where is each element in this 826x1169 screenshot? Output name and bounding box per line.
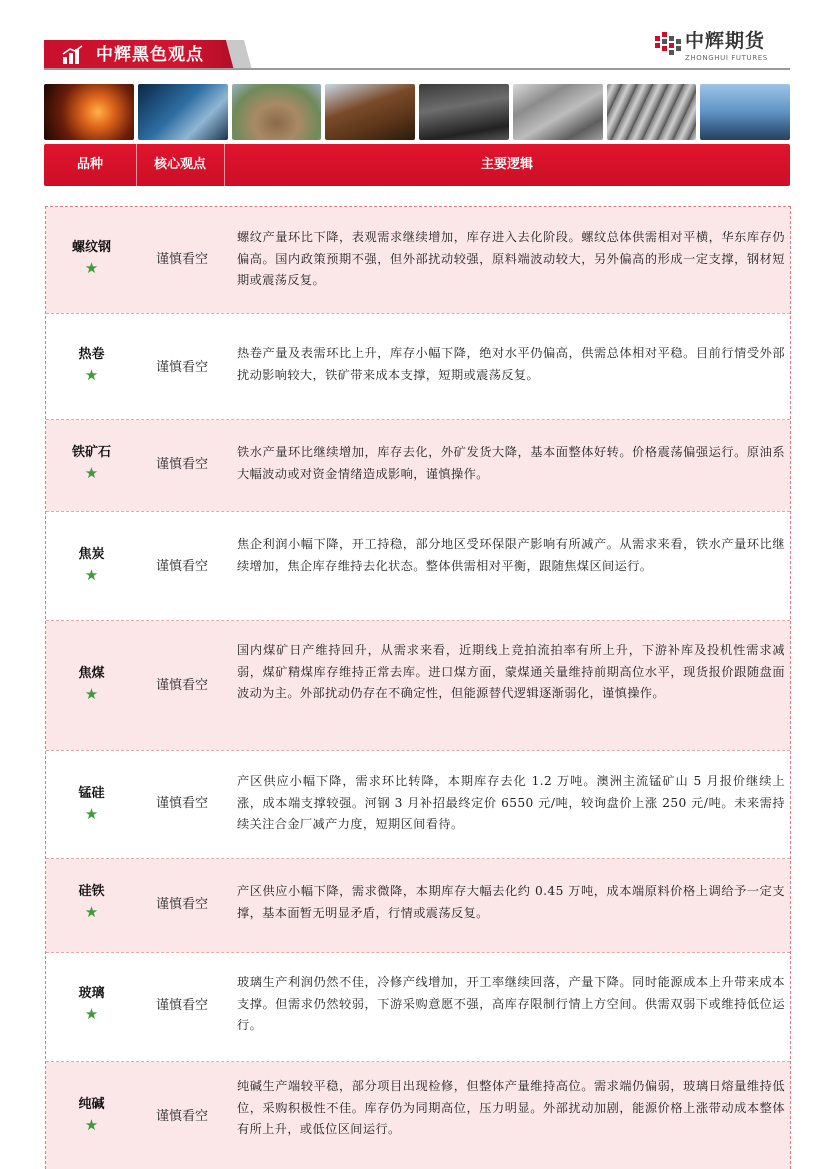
variety-name: 硅铁 (78, 884, 105, 899)
table-body (45, 206, 791, 1169)
open-pit-mine-photo (232, 84, 322, 140)
variety-cell (46, 239, 137, 277)
star-icon: ★ (84, 464, 99, 482)
main-logic: 热卷产量及表需环比上升，库存小幅下降，绝对水平仍偏高，供需总体相对平稳。目前行情受外部扰动影响较大，铁矿带来成本支撑，短期或震荡反复。 (237, 346, 785, 382)
table-row (46, 1062, 790, 1169)
col-header-core-view: 核心观点 (153, 157, 206, 172)
variety-name: 热卷 (78, 347, 105, 362)
star-icon: ★ (84, 1116, 99, 1134)
variety-cell (46, 346, 137, 384)
page-header (0, 0, 826, 80)
core-view: 谨慎看空 (155, 998, 208, 1013)
steel-bridge-photo (700, 84, 790, 140)
steel-mill-photo (138, 84, 228, 140)
variety-cell (46, 665, 137, 703)
variety-cell (46, 883, 137, 921)
core-view: 谨慎看空 (155, 897, 208, 912)
ore-lumps-photo (513, 84, 603, 140)
core-view: 谨慎看空 (155, 559, 208, 574)
col-header-variety: 品种 (76, 157, 103, 172)
core-view: 谨慎看空 (155, 360, 208, 375)
star-icon: ★ (84, 566, 99, 584)
variety-cell (46, 785, 137, 823)
variety-name: 锰硅 (78, 786, 105, 801)
main-logic: 玻璃生产利润仍然不佳，冷修产线增加，开工率继续回落，产量下降。同时能源成本上升带来成本支撑。但需求仍然较弱，下游采购意愿不强，高库存限制行情上方空间。供需双弱下或维持低位运行。 (237, 975, 785, 1032)
table-row (46, 512, 790, 620)
core-view: 谨慎看空 (155, 678, 208, 693)
main-logic: 产区供应小幅下降，需求环比转降，本期库存去化 1.2 万吨。澳洲主流锰矿山 5 月报价继续上涨，成本端支撑较强。河钢 3 月补招最终定价 6550 元/吨，较询盘价上涨 250 元/吨。未来需持续关注合金厂减产力度，短期区间看待。 (237, 774, 785, 831)
table-row (46, 207, 790, 313)
variety-cell (46, 985, 137, 1023)
star-icon: ★ (84, 1005, 99, 1023)
main-logic: 产区供应小幅下降，需求微降，本期库存大幅去化约 0.45 万吨，成本端原料价格上调给予一定支撑，基本面暂无明显矛盾，行情或震荡反复。 (237, 884, 785, 920)
core-view: 谨慎看空 (155, 1109, 208, 1124)
star-icon: ★ (84, 805, 99, 823)
main-logic: 国内煤矿日产维持回升，从需求来看，近期线上竞拍流拍率有所上升，下游补库及投机性需求减弱，煤矿精煤库存维持正常去库。进口煤方面，蒙煤通关量维持前期高位水平，现货报价跟随盘面波动为主。外部扰动仍存在不确定性，但能源替代逻辑逐渐弱化，谨慎操作。 (237, 643, 785, 700)
photo-strip (44, 84, 790, 140)
main-logic: 焦企利润小幅下降，开工持稳，部分地区受环保限产影响有所减产。从需求来看，铁水产量环比继续增加，焦企库存维持去化状态。整体供需相对平衡，跟随焦煤区间运行。 (237, 537, 785, 573)
variety-name: 纯碱 (78, 1097, 105, 1112)
table-row (46, 953, 790, 1061)
variety-name: 螺纹钢 (71, 240, 111, 255)
star-icon: ★ (84, 685, 99, 703)
variety-name: 焦炭 (78, 547, 105, 562)
variety-name: 玻璃 (78, 986, 105, 1001)
main-logic: 铁水产量环比继续增加，库存去化，外矿发货大降，基本面整体好转。价格震荡偏强运行。原油系大幅波动或对资金情绪造成影响，谨慎操作。 (237, 445, 785, 481)
main-logic: 螺纹产量环比下降，表观需求继续增加，库存进入去化阶段。螺纹总体供需相对平横，华东库存仍偏高。国内政策预期不强，但外部扰动较强，原料端波动较大，另外偏高的形成一定支撑，钢材短期或震荡反复。 (237, 230, 785, 287)
logo-name-en: ZHONGHUI FUTURES (685, 54, 768, 62)
rebar-bundle-photo (607, 84, 697, 140)
header-rule (44, 68, 790, 70)
star-icon: ★ (84, 366, 99, 384)
table-header (44, 144, 790, 186)
core-view: 谨慎看空 (155, 252, 208, 267)
bar-chart-icon (62, 45, 84, 65)
star-icon: ★ (84, 259, 99, 277)
star-icon: ★ (84, 903, 99, 921)
table-row (46, 751, 790, 858)
section-title: 中辉黑色观点 (96, 45, 204, 65)
mining-machinery-photo (325, 84, 415, 140)
logo-name-cn: 中辉期货 (685, 30, 766, 52)
steel-furnace-photo (44, 84, 134, 140)
variety-cell (46, 444, 137, 482)
logo-mark-icon (655, 30, 681, 56)
table-row (46, 859, 790, 952)
table-row (46, 621, 790, 750)
col-header-main-logic: 主要逻辑 (480, 157, 533, 172)
variety-cell (46, 1096, 137, 1134)
coal-workers-photo (419, 84, 509, 140)
company-logo (655, 30, 791, 66)
variety-name: 焦煤 (78, 666, 105, 681)
variety-name: 铁矿石 (71, 445, 111, 460)
table-row (46, 314, 790, 419)
main-logic: 纯碱生产端较平稳，部分项目出现检修，但整体产量维持高位。需求端仍偏弱，玻璃日熔量维持低位，采购积极性不佳。库存仍为同期高位，压力明显。外部扰动加剧，能源价格上涨带动成本整体有所上升，或低位区间运行。 (237, 1079, 785, 1136)
variety-cell (46, 546, 137, 584)
core-view: 谨慎看空 (155, 796, 208, 811)
core-view: 谨慎看空 (155, 457, 208, 472)
table-row (46, 420, 790, 511)
